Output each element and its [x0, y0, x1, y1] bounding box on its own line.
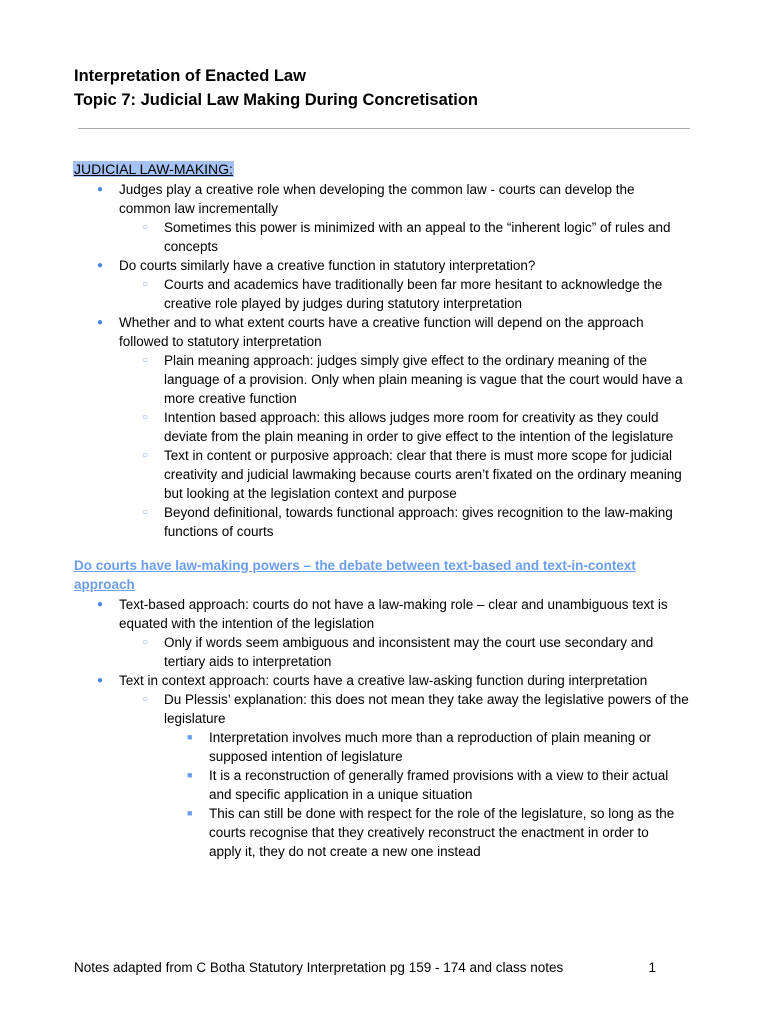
list-item-text: Sometimes this power is minimized with an appeal to the “inherent logic” of rules and concepts [164, 220, 671, 254]
bullet-dot-icon [97, 595, 103, 614]
list-item [0, 313, 679, 351]
list-item [0, 633, 698, 671]
list-item [0, 446, 698, 503]
document-title: Interpretation of Enacted Law [74, 67, 306, 85]
bullet-circle-icon [142, 446, 148, 465]
bullet-circle-icon [142, 633, 148, 652]
list-item [0, 804, 683, 861]
list-item-text: It is a reconstruction of generally framed provisions with a view to their actual and specific application in a unique situation [209, 768, 669, 802]
bullet-dot-icon [97, 313, 103, 332]
list-item-text: Beyond definitional, towards functional approach: gives recognition to the law-making functions of courts [164, 505, 673, 539]
list-item [0, 766, 683, 804]
list-item [0, 503, 698, 541]
list-item [0, 218, 698, 256]
bullet-circle-icon [142, 690, 148, 709]
list-item-text: Do courts similarly have a creative function in statutory interpretation? [119, 258, 536, 273]
list-item-text: Text-based approach: courts do not have a law-making role – clear and unambiguous text is equated with the intention of the legislation [119, 597, 668, 631]
bullet-square-icon [187, 804, 192, 823]
list-item-text: Intention based approach: this allows judges more room for creativity as they could deviate from the plain meaning in order to give effect to the intention of the legislature [164, 410, 674, 444]
list-item-text: This can still be done with respect for the role of the legislature, so long as the courts recognise that they creatively reconstruct the enactment in order to apply it, they do not create a new one instead [209, 806, 675, 859]
bullet-square-icon [187, 766, 192, 785]
bullet-dot-icon [97, 180, 103, 199]
list-item [0, 180, 679, 218]
bullet-circle-icon [142, 408, 148, 427]
list-item-text: Judges play a creative role when developing the common law - courts can develop the common law incrementally [119, 182, 635, 216]
list-item [0, 275, 698, 313]
list-item [0, 595, 679, 633]
footer-note: Notes adapted from C Botha Statutory Interpretation pg 159 - 174 and class notes [74, 960, 564, 975]
bullet-circle-icon [142, 351, 148, 370]
list-item-text: Text in content or purposive approach: clear that there is must more scope for judicial creativity and judicial lawmaking because courts aren’t fixated on the ordinary meaning but looking at the legislation context and purpose [164, 448, 682, 501]
list-item-text: Du Plessis’ explanation: this does not mean they take away the legislative powers of the legislature [164, 692, 689, 726]
list-item-text: Text in context approach: courts have a creative law-asking function during interpretation [119, 673, 648, 688]
list-item [0, 408, 698, 446]
list-item-text: Courts and academics have traditionally been far more hesitant to acknowledge the creative role played by judges during statutory interpretation [164, 277, 663, 311]
section1-bullet-list [0, 180, 768, 541]
bullet-circle-icon [142, 275, 148, 294]
horizontal-divider [78, 128, 690, 129]
list-item [0, 351, 698, 408]
page-footer [74, 958, 664, 977]
list-item [0, 256, 679, 275]
document-subtitle: Topic 7: Judicial Law Making During Concretisation [74, 91, 478, 109]
bullet-circle-icon [142, 218, 148, 237]
bullet-circle-icon [142, 503, 148, 522]
list-item-text: Only if words seem ambiguous and inconsistent may the court use secondary and tertiary aids to interpretation [164, 635, 654, 669]
bullet-dot-icon [97, 671, 103, 690]
section-heading-law-making-debate[interactable]: Do courts have law-making powers – the debate between text-based and text-in-context approach [74, 558, 636, 592]
bullet-square-icon [187, 728, 192, 747]
list-item [0, 728, 683, 766]
highlighted-heading-text: JUDICIAL LAW-MAKING: [74, 161, 233, 177]
list-item-text: Interpretation involves much more than a reproduction of plain meaning or supposed intention of legislature [209, 730, 651, 764]
list-item [0, 671, 679, 690]
list-item-text: Plain meaning approach: judges simply give effect to the ordinary meaning of the language of a provision. Only when plain meaning is vague that the court would have a more creative function [164, 353, 683, 406]
list-item [0, 690, 698, 728]
list-item-text: Whether and to what extent courts have a creative function will depend on the approach followed to statutory interpretation [119, 315, 644, 349]
section-heading-judicial-law-making [73, 160, 234, 179]
bullet-dot-icon [97, 256, 103, 275]
section2-bullet-list [0, 595, 768, 861]
page-number: 1 [648, 960, 656, 975]
